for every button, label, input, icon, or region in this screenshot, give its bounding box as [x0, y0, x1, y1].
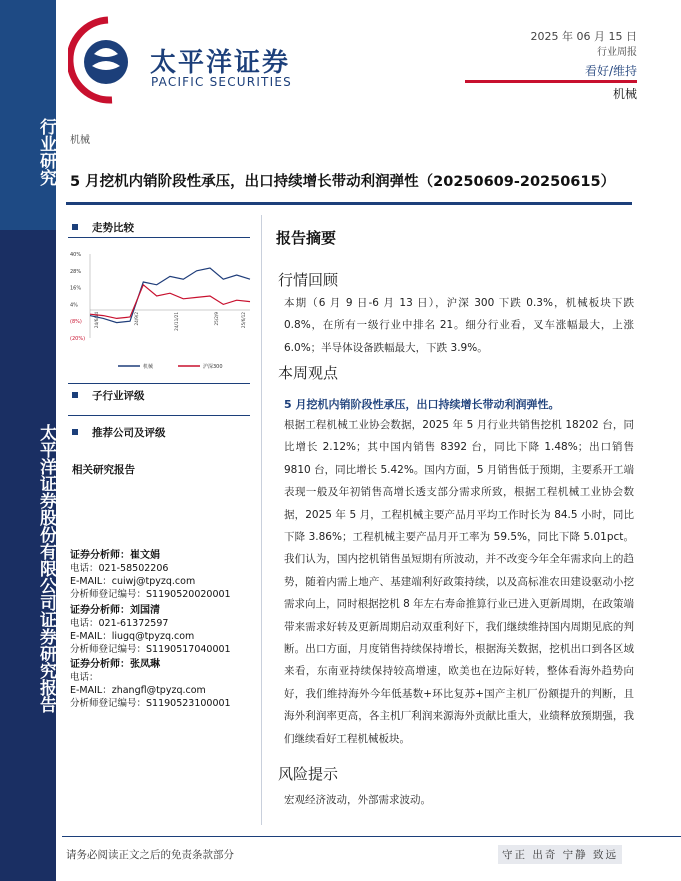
legend-label: 机械: [143, 364, 154, 370]
divider: [68, 237, 250, 238]
trend-heading-label: 走势比较: [92, 222, 134, 234]
analyst-cert: 分析师登记编号：S1190517040001: [70, 644, 231, 655]
footer-motto: 守正 出奇 宁静 致远: [498, 845, 622, 864]
trend-chart: [68, 246, 254, 374]
analyst-card: [70, 604, 231, 656]
analyst-name: 崔文娟: [130, 550, 160, 561]
analyst-name: 刘国清: [130, 605, 160, 616]
side-band-top: [0, 0, 56, 230]
x-tick-label: 24/9/2: [134, 312, 139, 326]
sub-industry-heading: [72, 388, 145, 403]
square-bullet-icon: [72, 224, 78, 230]
related-reports-heading: 相关研究报告: [72, 464, 135, 476]
square-bullet-icon: [72, 429, 78, 435]
report-type: 行业周报: [597, 47, 637, 58]
market-review-heading: 行情回顾: [278, 271, 339, 289]
report-title: 5 月挖机内销阶段性承压，出口持续增长带动利润弹性（20250609-20250615）: [70, 174, 616, 190]
x-tick-label: 24/11/21: [174, 312, 179, 331]
x-tick-label: 25/2/9: [214, 312, 219, 326]
divider: [68, 383, 250, 384]
companies-heading: [72, 425, 166, 440]
y-tick-label: 16%: [70, 285, 82, 292]
report-date: 2025 年 06 月 15 日: [530, 30, 637, 43]
title-rule: [66, 202, 632, 205]
analyst-email[interactable]: E-MAIL：liugq@tpyzq.com: [70, 631, 195, 642]
market-review-text: 本期（6 月 9 日-6 月 13 日），沪深 300 下跌 0.3%，机械板块下跌 0.8%，在所有一级行业中排名 21。细分行业看，叉车涨幅最大，上涨 6.0%；半导体设备跌幅最大，下跌 3.9%。: [284, 297, 634, 354]
industry-name: 机械: [612, 87, 637, 101]
trend-heading: [72, 220, 134, 235]
weekly-view-text: 根据工程机械工业协会数据，2025 年 5 月行业共销售挖机 18202 台，同比增长 2.12%；其中国内销售 8392 台，同比下降 1.48%；出口销售 9810 台，同比增长 5.42%。国内方面，5 月销售低于预期，主要系开工端表现一般及年初销售高增长透支部分需求所致，根据工程机械工业协会数据，2025 年 5 月，工程机械主要产品月平均工作时长为 84.5 小时，同比下降 3.86%；工程机械主要产品月开工率为 59.5%，同比下降 5.01pct。我们认为，国内挖机销售虽短期有所波动，并不改变今年全年需求向上的趋势，随着内需上地产、基建端利好政策持续，以及高标准农田建设驱动小挖需求向上，同时根据挖机 8 年左右寿命推算行业已进入更新周期，在政策端带来需求好转及更新周期启动双重利好下，我们继续维持国内周期见底的判断。出口方面，月度销售持续保持增长，根据海关数据，挖机出口到各区域来看，东南亚持续保持较高增速，欧美也在边际好转，整体看海外趋势向好，我们维持海外今年低基数+环比复苏+国产主机厂份额提升的判断，且海外利润率更高，各主机厂利润来源海外贡献比重大，业绩释放预期强，我们继续看好工程机械板块。: [284, 419, 634, 745]
analyst-title: 证券分析师：: [70, 659, 130, 670]
analyst-title: 证券分析师：: [70, 550, 130, 561]
square-bullet-icon: [72, 392, 78, 398]
weekly-view-subheading: 5 月挖机内销阶段性承压，出口持续增长带动利润弹性。: [284, 398, 560, 411]
analyst-email[interactable]: E-MAIL：cuiwj@tpyzq.com: [70, 576, 196, 587]
analyst-name: 张凤琳: [130, 659, 160, 670]
legend-label: 沪深300: [203, 364, 223, 370]
x-tick-label: 25/6/12: [241, 312, 247, 329]
x-tick-label: 24/6/14: [94, 312, 99, 329]
header-red-rule: [465, 80, 637, 83]
risk-text: 宏观经济波动，外部需求波动。: [284, 794, 431, 806]
y-tick-label: (8%): [70, 319, 82, 326]
analyst-card: [70, 549, 231, 601]
industry-rating: 看好/维持: [584, 64, 637, 78]
sub-industry-heading-label: 子行业评级: [92, 390, 145, 402]
company-logo-icon: [68, 14, 130, 110]
analyst-email[interactable]: E-MAIL：zhangfl@tpyzq.com: [70, 685, 206, 696]
analyst-title-line: [70, 604, 231, 617]
risk-heading: 风险提示: [278, 765, 339, 783]
series-line: [90, 285, 250, 319]
logo-english-name: PACIFIC SECURITIES: [151, 75, 292, 89]
footer-rule: [62, 836, 681, 837]
y-tick-label: 40%: [70, 252, 82, 258]
side-band-top-text: 行业研究: [36, 118, 56, 186]
analyst-title: 证券分析师：: [70, 605, 130, 616]
analyst-phone: 电话：: [70, 672, 99, 683]
series-line: [90, 268, 250, 323]
y-tick-label: 4%: [70, 302, 78, 309]
divider: [68, 415, 250, 416]
analyst-title-line: [70, 658, 231, 671]
logo-chinese-name: 太平洋证券: [150, 48, 291, 78]
companies-heading-label: 推荐公司及评级: [92, 427, 166, 439]
analyst-card: [70, 658, 231, 710]
side-band-bottom: [0, 230, 56, 881]
section-label: 机械: [70, 135, 90, 146]
summary-title: 报告摘要: [276, 229, 337, 247]
analyst-cert: 分析师登记编号：S1190520020001: [70, 589, 231, 600]
analyst-phone: 电话：021-61372597: [70, 618, 169, 629]
y-tick-label: (20%): [70, 336, 86, 342]
weekly-view-heading: 本周观点: [278, 364, 339, 382]
y-tick-label: 28%: [70, 268, 82, 275]
analyst-cert: 分析师登记编号：S1190523100001: [70, 698, 231, 709]
column-divider: [261, 215, 262, 825]
analyst-title-line: [70, 549, 231, 562]
side-band-bottom-text: 太平洋证券股份有限公司证券研究报告: [36, 423, 56, 713]
footer-disclaimer: 请务必阅读正文之后的免责条款部分: [66, 849, 234, 861]
analyst-phone: 电话：021-58502206: [70, 563, 169, 574]
